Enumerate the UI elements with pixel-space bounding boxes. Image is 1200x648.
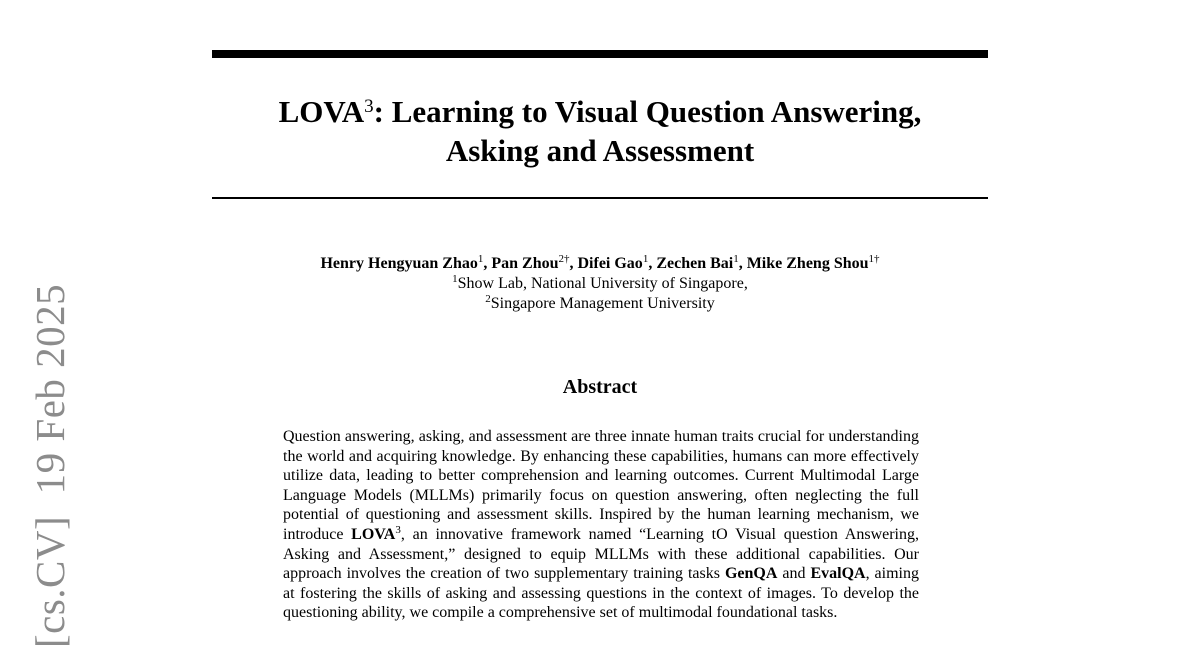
- title-superscript: 3: [364, 96, 374, 117]
- author-list: [150, 254, 1050, 274]
- affiliation-1: [150, 274, 1050, 294]
- author-separator: ,: [648, 255, 657, 272]
- affiliation-mark: 1: [452, 273, 458, 285]
- abstract-text: , an innovative framework named “Learning tO Visual question Answering, Asking and Assessment,” designed to equip MLLMs with these additional capabilities. Our approach involves the creation of two supplementary training tasks: [283, 525, 919, 583]
- author-mark: 1: [477, 253, 484, 265]
- title-line-1: [212, 92, 988, 131]
- author-name: Mike Zheng Shou: [746, 255, 869, 272]
- affiliation-text: Show Lab, National University of Singapore,: [457, 275, 748, 292]
- affiliation-mark: 2: [485, 293, 491, 305]
- paper-title: [212, 92, 988, 170]
- evalqa-term: EvalQA: [810, 565, 866, 583]
- author-mark: 2†: [558, 253, 570, 265]
- affiliation-text: Singapore Management University: [490, 295, 715, 312]
- arxiv-side-stamp: [28, 284, 72, 648]
- author-name: Zechen Bai: [656, 255, 734, 272]
- affiliation-2: [150, 294, 1050, 314]
- abstract-text: Question answering, asking, and assessment are three innate human traits crucial for understanding the world and acquiring knowledge. By enhancing these capabilities, humans can more effectively utilize data, leading to better comprehension and learning outcomes. Current Multimodal Large Language Models (MLLMs) primarily focus on question answering, often neglecting the full potential of questioning and assessment skills. Inspired by the human learning mechanism, we introduce: [283, 428, 919, 543]
- author-name: Difei Gao: [577, 255, 643, 272]
- author-separator: ,: [569, 255, 578, 272]
- arxiv-category: [cs.CV]: [27, 515, 73, 648]
- arxiv-date: 19 Feb 2025: [27, 283, 73, 495]
- author-mark: 1†: [868, 253, 880, 265]
- abstract-body: [283, 427, 919, 623]
- lova-superscript: 3: [395, 523, 401, 536]
- abstract-text: , aiming at fostering the skills of asking and assessing questions in the context of images. To develop the questioning ability, we compile a comprehensive set of multimodal foundational tasks.: [283, 565, 919, 622]
- title-top-rule: [212, 50, 988, 58]
- abstract-heading: Abstract: [562, 376, 638, 398]
- author-name: Henry Hengyuan Zhao: [320, 255, 478, 272]
- author-mark: 1: [733, 253, 739, 265]
- author-name: Pan Zhou: [491, 255, 559, 272]
- abstract-text: and: [777, 565, 811, 583]
- title-bottom-rule: [212, 197, 988, 199]
- author-separator: ,: [483, 255, 492, 272]
- genqa-term: GenQA: [724, 565, 778, 583]
- title-prefix: LOVA: [278, 94, 365, 129]
- author-mark: 1: [642, 253, 649, 265]
- title-line-2: Asking and Assessment: [445, 133, 755, 168]
- author-separator: ,: [738, 255, 747, 272]
- author-block: [150, 254, 1050, 314]
- lova-name: LOVA: [351, 525, 396, 543]
- title-line-1-rest: : Learning to Visual Question Answering,: [373, 94, 922, 129]
